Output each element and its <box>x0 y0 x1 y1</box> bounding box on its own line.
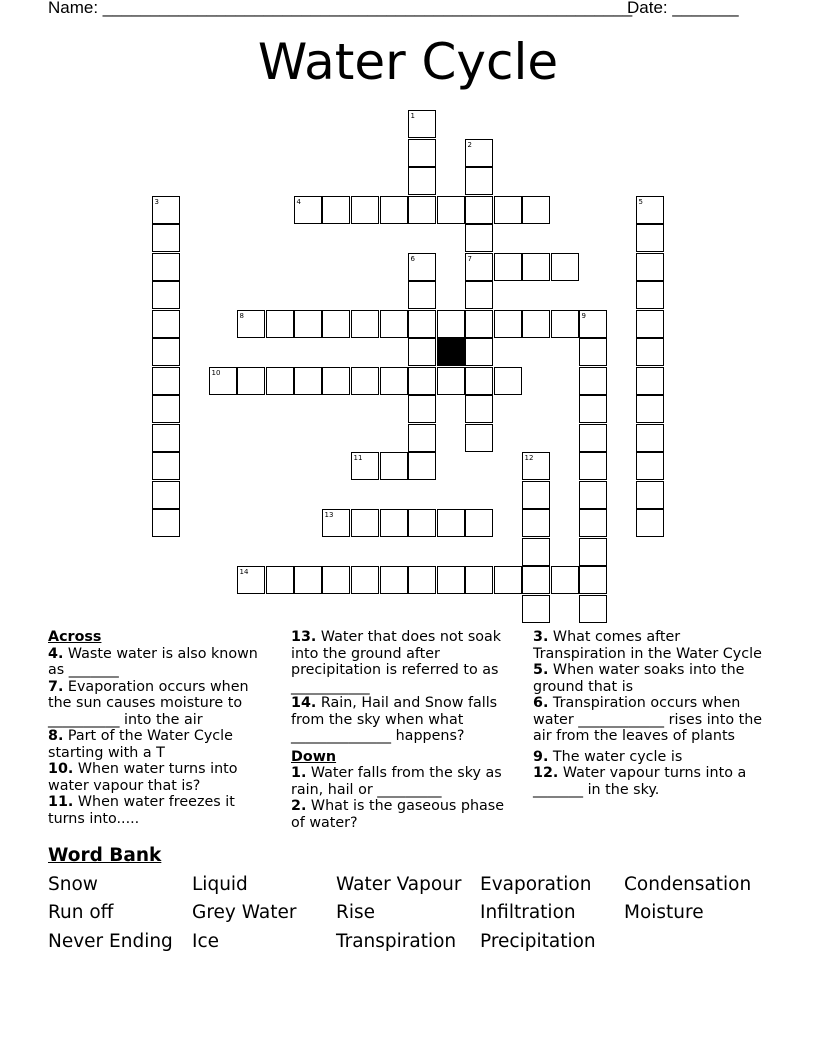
crossword-cell[interactable] <box>465 253 494 282</box>
word-bank-word: Water Vapour <box>336 874 462 895</box>
crossword-cell[interactable] <box>294 310 323 339</box>
crossword-cell[interactable] <box>408 110 437 139</box>
crossword-cell[interactable] <box>322 566 351 595</box>
crossword-cell[interactable] <box>579 367 608 396</box>
crossword-cell[interactable] <box>266 310 295 339</box>
clue-number-label: 5. <box>533 662 549 678</box>
clue-number-label: 12. <box>533 765 559 781</box>
crossword-cell[interactable] <box>636 395 665 424</box>
crossword-cell[interactable] <box>465 224 494 253</box>
clue-text: When water soaks into the ground that is <box>533 662 745 695</box>
crossword-cell[interactable] <box>636 338 665 367</box>
clue-text: Water falls from the sky as rain, hail or _________ <box>291 765 502 798</box>
crossword-cell[interactable] <box>294 367 323 396</box>
crossword-cell[interactable] <box>408 566 437 595</box>
crossword-cell[interactable] <box>152 395 181 424</box>
crossword-cell[interactable] <box>237 566 266 595</box>
crossword-cell[interactable] <box>380 196 409 225</box>
crossword-cell[interactable] <box>351 509 380 538</box>
crossword-cell[interactable] <box>351 196 380 225</box>
crossword-cell[interactable] <box>437 367 466 396</box>
clue-number-label: 14. <box>291 695 317 711</box>
crossword-cell[interactable] <box>322 367 351 396</box>
crossword-cell[interactable] <box>408 253 437 282</box>
crossword-cell[interactable] <box>152 509 181 538</box>
crossword-cell[interactable] <box>522 481 551 510</box>
crossword-cell[interactable] <box>522 595 551 624</box>
crossword-cell[interactable] <box>380 367 409 396</box>
crossword-cell[interactable] <box>551 310 580 339</box>
crossword-cell[interactable] <box>465 139 494 168</box>
crossword-cell[interactable] <box>636 424 665 453</box>
word-bank-word: Run off <box>48 902 114 923</box>
clue-text: The water cycle is <box>548 748 683 765</box>
crossword-cell[interactable] <box>408 167 437 196</box>
crossword-cell[interactable] <box>522 538 551 567</box>
clue-column-1 <box>48 629 276 827</box>
crossword-cell[interactable] <box>522 196 551 225</box>
crossword-cell[interactable] <box>465 338 494 367</box>
clue-number: 1 <box>410 111 415 120</box>
clue-number: 14 <box>239 567 249 576</box>
crossword-cell[interactable] <box>636 367 665 396</box>
crossword-cell[interactable] <box>551 566 580 595</box>
crossword-cell[interactable] <box>579 566 608 595</box>
crossword-cell[interactable] <box>465 310 494 339</box>
clue <box>48 794 276 827</box>
crossword-cell[interactable] <box>494 566 523 595</box>
clue-column-3 <box>533 629 763 798</box>
clue-number: 2 <box>467 140 472 149</box>
clue <box>48 679 276 729</box>
crossword-cell[interactable] <box>380 310 409 339</box>
crossword-cell[interactable] <box>636 253 665 282</box>
crossword-cell[interactable] <box>408 395 437 424</box>
clue-text: Waste water is also known as _______ <box>48 645 258 678</box>
clue-number: 12 <box>524 453 534 462</box>
clue <box>533 749 763 766</box>
clue <box>533 629 763 662</box>
clue-text: Rain, Hail and Snow falls from the sky when what ______________ happens? <box>291 695 498 744</box>
crossword-cell[interactable] <box>636 452 665 481</box>
clue-text: What is the gaseous phase of water? <box>291 798 505 831</box>
word-bank-word: Liquid <box>192 874 248 895</box>
word-bank-word: Condensation <box>624 874 752 895</box>
crossword-cell[interactable] <box>266 367 295 396</box>
clue-text: When water turns into water vapour that is? <box>48 761 238 794</box>
crossword-cell[interactable] <box>351 310 380 339</box>
clue-number-label: 3. <box>533 629 549 645</box>
crossword-cell[interactable] <box>437 196 466 225</box>
clue <box>291 798 519 831</box>
crossword-cell[interactable] <box>408 452 437 481</box>
down-heading: Down <box>291 748 337 765</box>
clue <box>48 646 276 679</box>
word-bank-word: Ice <box>192 931 220 952</box>
clue <box>291 629 519 695</box>
crossword-cell[interactable] <box>494 196 523 225</box>
clue <box>291 695 519 745</box>
clue-number: 6 <box>410 254 415 263</box>
crossword-cell[interactable] <box>266 566 295 595</box>
clue-text: Water vapour turns into a _______ in the sky. <box>533 765 747 798</box>
crossword-cell[interactable] <box>465 566 494 595</box>
crossword-cell[interactable] <box>465 424 494 453</box>
crossword-cell[interactable] <box>465 167 494 196</box>
crossword-cell[interactable] <box>494 367 523 396</box>
crossword-cell[interactable] <box>579 395 608 424</box>
clue-text: When water freezes it turns into..... <box>48 794 235 827</box>
crossword-cell[interactable] <box>152 224 181 253</box>
crossword-cell[interactable] <box>465 196 494 225</box>
crossword-cell[interactable] <box>465 509 494 538</box>
word-bank-word: Grey Water <box>192 902 297 923</box>
crossword-cell[interactable] <box>408 338 437 367</box>
clue-number: 11 <box>353 453 363 462</box>
word-bank-word: Transpiration <box>336 931 457 952</box>
crossword-cell[interactable] <box>380 509 409 538</box>
crossword-cell[interactable] <box>579 452 608 481</box>
crossword-cell[interactable] <box>322 196 351 225</box>
crossword-cell[interactable] <box>579 538 608 567</box>
clue-number: 3 <box>154 197 159 206</box>
crossword-cell[interactable] <box>152 281 181 310</box>
clue <box>533 695 763 745</box>
clue-text: Transpiration occurs when water ____________ rises into the air from the leaves of plants <box>533 695 763 744</box>
crossword-cell[interactable] <box>408 367 437 396</box>
crossword-cell[interactable] <box>437 509 466 538</box>
word-bank-word: Snow <box>48 874 98 895</box>
crossword-cell[interactable] <box>408 281 437 310</box>
clue-number-label: 11. <box>48 794 74 810</box>
clue-number-label: 9. <box>533 748 549 765</box>
crossword-cell[interactable] <box>408 196 437 225</box>
black-cell <box>437 338 466 367</box>
crossword-cell[interactable] <box>237 310 266 339</box>
date-field-label: Date: _______ <box>627 0 739 17</box>
crossword-cell[interactable] <box>437 310 466 339</box>
clue-column-2 <box>291 629 519 831</box>
crossword-cell[interactable] <box>351 367 380 396</box>
crossword-cell[interactable] <box>237 367 266 396</box>
clue-number-label: 10. <box>48 761 74 777</box>
crossword-cell[interactable] <box>522 452 551 481</box>
word-bank-word: Moisture <box>624 902 704 923</box>
clue-number: 5 <box>638 197 643 206</box>
crossword-cell[interactable] <box>636 509 665 538</box>
clue-number-label: 2. <box>291 798 307 814</box>
crossword-cell[interactable] <box>408 509 437 538</box>
crossword-cell[interactable] <box>494 310 523 339</box>
clue <box>48 761 276 794</box>
crossword-cell[interactable] <box>294 566 323 595</box>
crossword-cell[interactable] <box>522 310 551 339</box>
crossword-cell[interactable] <box>322 509 351 538</box>
crossword-cell[interactable] <box>522 509 551 538</box>
crossword-cell[interactable] <box>408 424 437 453</box>
clue-number-label: 7. <box>48 678 64 695</box>
crossword-cell[interactable] <box>636 481 665 510</box>
page-title: Water Cycle <box>257 33 559 91</box>
clue-number: 10 <box>211 368 221 377</box>
word-bank-word: Evaporation <box>480 874 592 895</box>
clue-number: 4 <box>296 197 301 206</box>
clue <box>48 728 276 761</box>
crossword-cell[interactable] <box>408 310 437 339</box>
crossword-cell[interactable] <box>579 595 608 624</box>
clue-number: 9 <box>581 311 586 320</box>
clue-number-label: 1. <box>291 765 307 781</box>
clue-number: 13 <box>324 510 334 519</box>
crossword-cell[interactable] <box>294 196 323 225</box>
crossword-cell[interactable] <box>152 367 181 396</box>
crossword-cell[interactable] <box>522 566 551 595</box>
crossword-cell[interactable] <box>636 196 665 225</box>
word-bank-word: Rise <box>336 902 376 923</box>
crossword-cell[interactable] <box>579 481 608 510</box>
crossword-cell[interactable] <box>152 481 181 510</box>
crossword-cell[interactable] <box>351 566 380 595</box>
crossword-cell[interactable] <box>465 281 494 310</box>
clue <box>291 765 519 798</box>
word-bank-word: Precipitation <box>480 931 596 952</box>
crossword-cell[interactable] <box>322 310 351 339</box>
crossword-cell[interactable] <box>636 310 665 339</box>
crossword-cell[interactable] <box>152 338 181 367</box>
crossword-cell[interactable] <box>522 253 551 282</box>
crossword-cell[interactable] <box>437 566 466 595</box>
clue-number: 7 <box>467 254 472 263</box>
clue-number-label: 13. <box>291 629 317 645</box>
crossword-cell[interactable] <box>465 367 494 396</box>
crossword-cell[interactable] <box>636 281 665 310</box>
clue-text: What comes after Transpiration in the Water Cycle <box>533 629 762 662</box>
crossword-cell[interactable] <box>152 196 181 225</box>
crossword-cell[interactable] <box>209 367 238 396</box>
name-field-label: Name: ________________________________________________________ <box>48 0 633 17</box>
crossword-cell[interactable] <box>152 253 181 282</box>
crossword-cell[interactable] <box>494 253 523 282</box>
crossword-cell[interactable] <box>380 452 409 481</box>
clue <box>533 662 763 695</box>
clue-number-label: 8. <box>48 728 64 744</box>
crossword-cell[interactable] <box>152 452 181 481</box>
clue-text: Water that does not soak into the ground after precipitation is referred to as ___________ <box>291 629 502 695</box>
clue-number-label: 6. <box>533 695 549 711</box>
crossword-cell[interactable] <box>636 224 665 253</box>
clue-number: 8 <box>239 311 244 320</box>
clue-number-label: 4. <box>48 645 64 662</box>
clue-text: Evaporation occurs when the sun causes moisture to __________ into the air <box>48 678 249 728</box>
clue <box>533 765 763 798</box>
crossword-cell[interactable] <box>152 310 181 339</box>
crossword-cell[interactable] <box>351 452 380 481</box>
word-bank-word: Infiltration <box>480 902 576 923</box>
crossword-cell[interactable] <box>380 566 409 595</box>
crossword-cell[interactable] <box>408 139 437 168</box>
crossword-cell[interactable] <box>579 509 608 538</box>
crossword-cell[interactable] <box>551 253 580 282</box>
crossword-cell[interactable] <box>152 424 181 453</box>
clue-text: Part of the Water Cycle starting with a T <box>48 728 233 761</box>
crossword-cell[interactable] <box>579 338 608 367</box>
word-bank-title: Word Bank <box>48 845 162 866</box>
crossword-cell[interactable] <box>579 424 608 453</box>
across-heading: Across <box>48 629 102 645</box>
crossword-cell[interactable] <box>579 310 608 339</box>
word-bank-word: Never Ending <box>48 931 173 952</box>
crossword-cell[interactable] <box>465 395 494 424</box>
